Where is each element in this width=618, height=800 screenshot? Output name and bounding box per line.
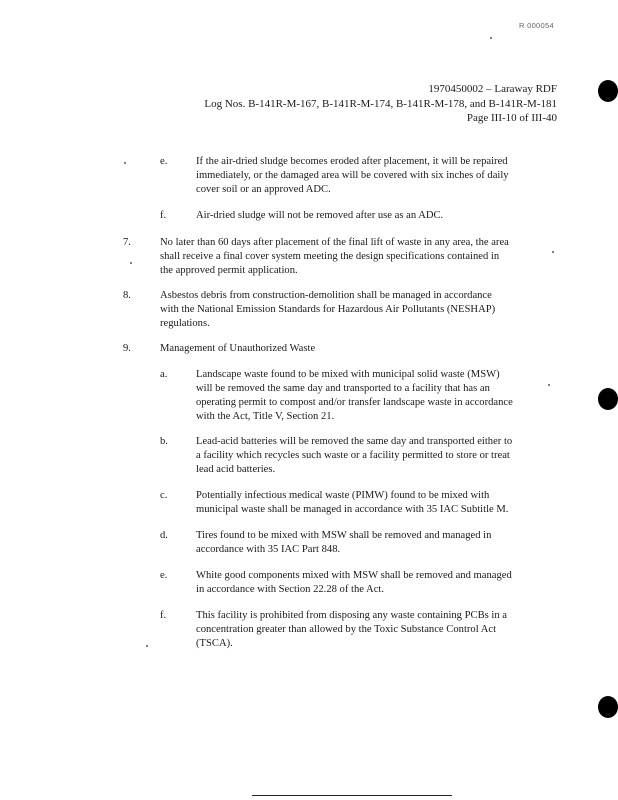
punch-hole <box>598 388 618 410</box>
item-text-line: White good components mixed with MSW shall be removed and managed <box>196 570 512 581</box>
scan-speck <box>124 162 126 164</box>
item-text-line: (TSCA). <box>196 638 233 649</box>
item-text-line: This facility is prohibited from disposing any waste containing PCBs in a <box>196 610 508 621</box>
punch-hole <box>598 696 618 718</box>
item-text-line: Potentially infectious medical waste (PIMW) found to be mixed with <box>196 490 490 501</box>
item-text-line: immediately, or the damaged area will be covered with six inches of daily <box>196 170 509 181</box>
item-text-line: in accordance with Section 22.28 of the Act. <box>196 584 384 595</box>
item-label: b. <box>160 436 168 447</box>
scan-speck <box>490 37 492 39</box>
item-label: e. <box>160 570 168 581</box>
item-text-line: Asbestos debris from construction-demolition shall be managed in accordance <box>160 290 492 301</box>
page-identifier: R 000054 <box>519 21 554 30</box>
item-text-line: with the National Emission Standards for Hazardous Air Pollutants (NESHAP) <box>160 304 496 315</box>
item-text-line: concentration greater than allowed by the Toxic Substance Control Act <box>196 624 497 635</box>
item-text-line: operating permit to compost and/or transfer landscape waste in accordance <box>196 397 513 408</box>
item-text-line: a facility which recycles such waste or a facility permitted to store or treat <box>196 450 510 461</box>
scan-speck <box>130 262 132 264</box>
item-label: 8. <box>123 290 131 301</box>
item-text-line: If the air-dried sludge becomes eroded after placement, it will be repaired <box>196 156 508 167</box>
scan-speck <box>552 251 554 253</box>
header-facility-id: 1970450002 – Laraway RDF <box>428 83 557 95</box>
item-label: e. <box>160 156 168 167</box>
punch-hole <box>598 80 618 102</box>
item-text-line: cover soil or an approved ADC. <box>196 184 331 195</box>
header-log-numbers: Log Nos. B-141R-M-167, B-141R-M-174, B-141R-M-178, and B-141R-M-181 <box>204 98 557 110</box>
item-label: c. <box>160 490 168 501</box>
item-text-line: regulations. <box>160 318 210 329</box>
item-label: 7. <box>123 237 131 248</box>
item-text-line: Landscape waste found to be mixed with municipal solid waste (MSW) <box>196 369 500 380</box>
item-text-line: shall receive a final cover system meeting the design specifications contained in <box>160 251 500 262</box>
item-text-line: will be removed the same day and transported to a facility that has an <box>196 383 490 394</box>
item-text-line: No later than 60 days after placement of the final lift of waste in any area, the area <box>160 237 509 248</box>
item-text-line: with the Act, Title V, Section 21. <box>196 411 335 422</box>
item-text-line: the approved permit application. <box>160 265 298 276</box>
bottom-rule <box>252 795 452 796</box>
item-label: d. <box>160 530 168 541</box>
item-text-line: Management of Unauthorized Waste <box>160 343 316 354</box>
item-label: f. <box>160 210 167 221</box>
item-text-line: lead acid batteries. <box>196 464 276 475</box>
scan-speck <box>548 384 550 386</box>
item-text-line: Lead-acid batteries will be removed the same day and transported either to <box>196 436 513 447</box>
item-text-line: Air-dried sludge will not be removed after use as an ADC. <box>196 210 444 221</box>
item-label: f. <box>160 610 167 621</box>
scan-speck <box>146 645 148 647</box>
item-text-line: municipal waste shall be managed in accordance with 35 IAC Subtitle M. <box>196 504 509 515</box>
item-label: 9. <box>123 343 131 354</box>
item-text-line: accordance with 35 IAC Part 848. <box>196 544 341 555</box>
item-label: a. <box>160 369 168 380</box>
header-page-number: Page III-10 of III-40 <box>466 112 557 124</box>
item-text-line: Tires found to be mixed with MSW shall be removed and managed in <box>196 530 492 541</box>
